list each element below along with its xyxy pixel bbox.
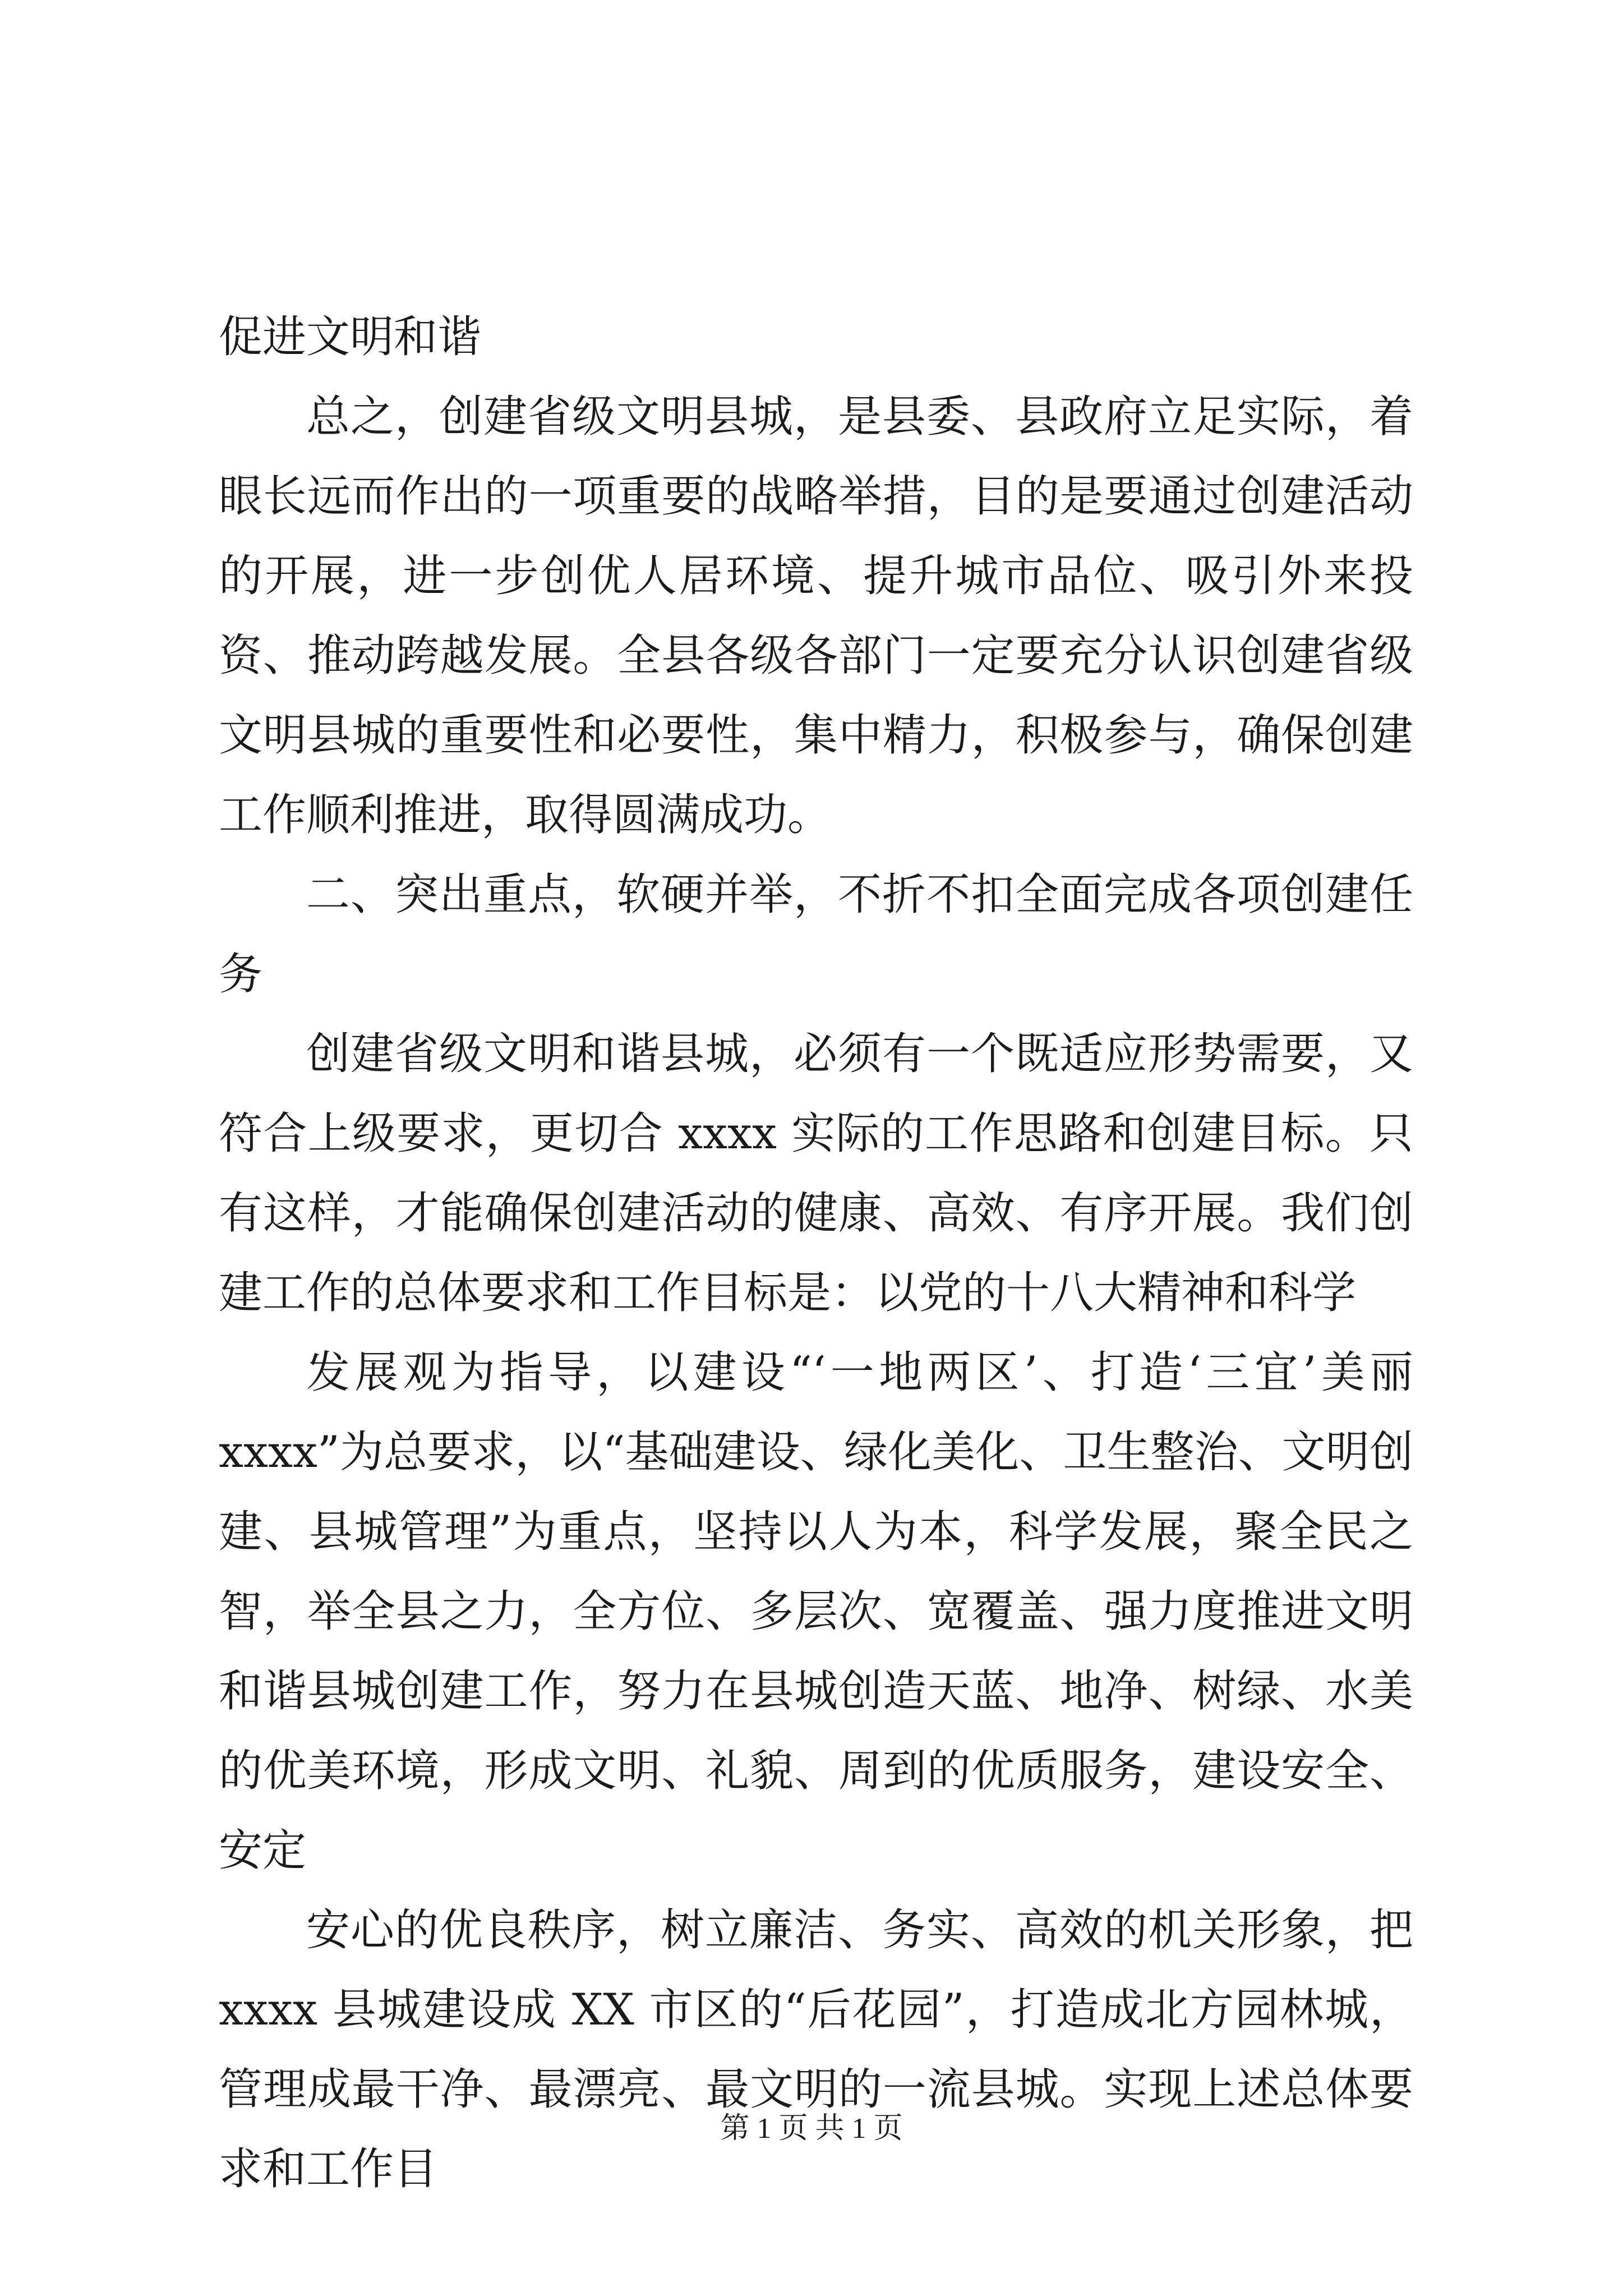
paragraph-5: 安心的优良秩序，树立廉洁、务实、高效的机关形象，把 xxxx 县城建设成 XX 市区的“后花园”，打造成北方园林城，管理成最干净、最漂亮、最文明的一流县城。实现上述总体要求和工作目 <box>219 1905 1413 2194</box>
paragraph-4: 发展观为指导，以建设“‘一地两区’、打造‘三宜’美丽 xxxx”为总要求，以“基础建设、绿化美化、卫生整治、文明创建、县城管理”为重点，坚持以人为本，科学发展，聚全民之智，举全县之力，全方位、多层次、宽覆盖、强力度推进文明和谐县城创建工作，努力在县城创造天蓝、地净、树绿、水美的优美环境，形成文明、礼貌、周到的优质服务，建设安全、安定 <box>219 1347 1413 1876</box>
document-body <box>219 297 1413 2209</box>
page-number-footer: 第 1 页 共 1 页 <box>720 2113 903 2145</box>
paragraph-1: 促进文明和谐 <box>219 312 482 362</box>
paragraph-3: 创建省级文明和谐县城，必须有一个既适应形势需要，又符合上级要求，更切合 xxxx 实际的工作思路和创建目标。只有这样，才能确保创建活动的健康、高效、有序开展。我们创建工作的总体要求和工作目标是：以党的十八大精神和科学 <box>219 1029 1413 1318</box>
paragraph-2: 总之，创建省级文明县城，是县委、县政府立足实际，着眼长远而作出的一项重要的战略举措，目的是要通过创建活动的开展，进一步创优人居环境、提升城市品位、吸引外来投资、推动跨越发展。全县各级各部门一定要充分认识创建省级文明县城的重要性和必要性，集中精力，积极参与，确保创建工作顺利推进，取得圆满成功。 <box>219 392 1413 840</box>
section-heading: 二、突出重点，软硬并举，不折不扣全面完成各项创建任务 <box>219 869 1413 1000</box>
